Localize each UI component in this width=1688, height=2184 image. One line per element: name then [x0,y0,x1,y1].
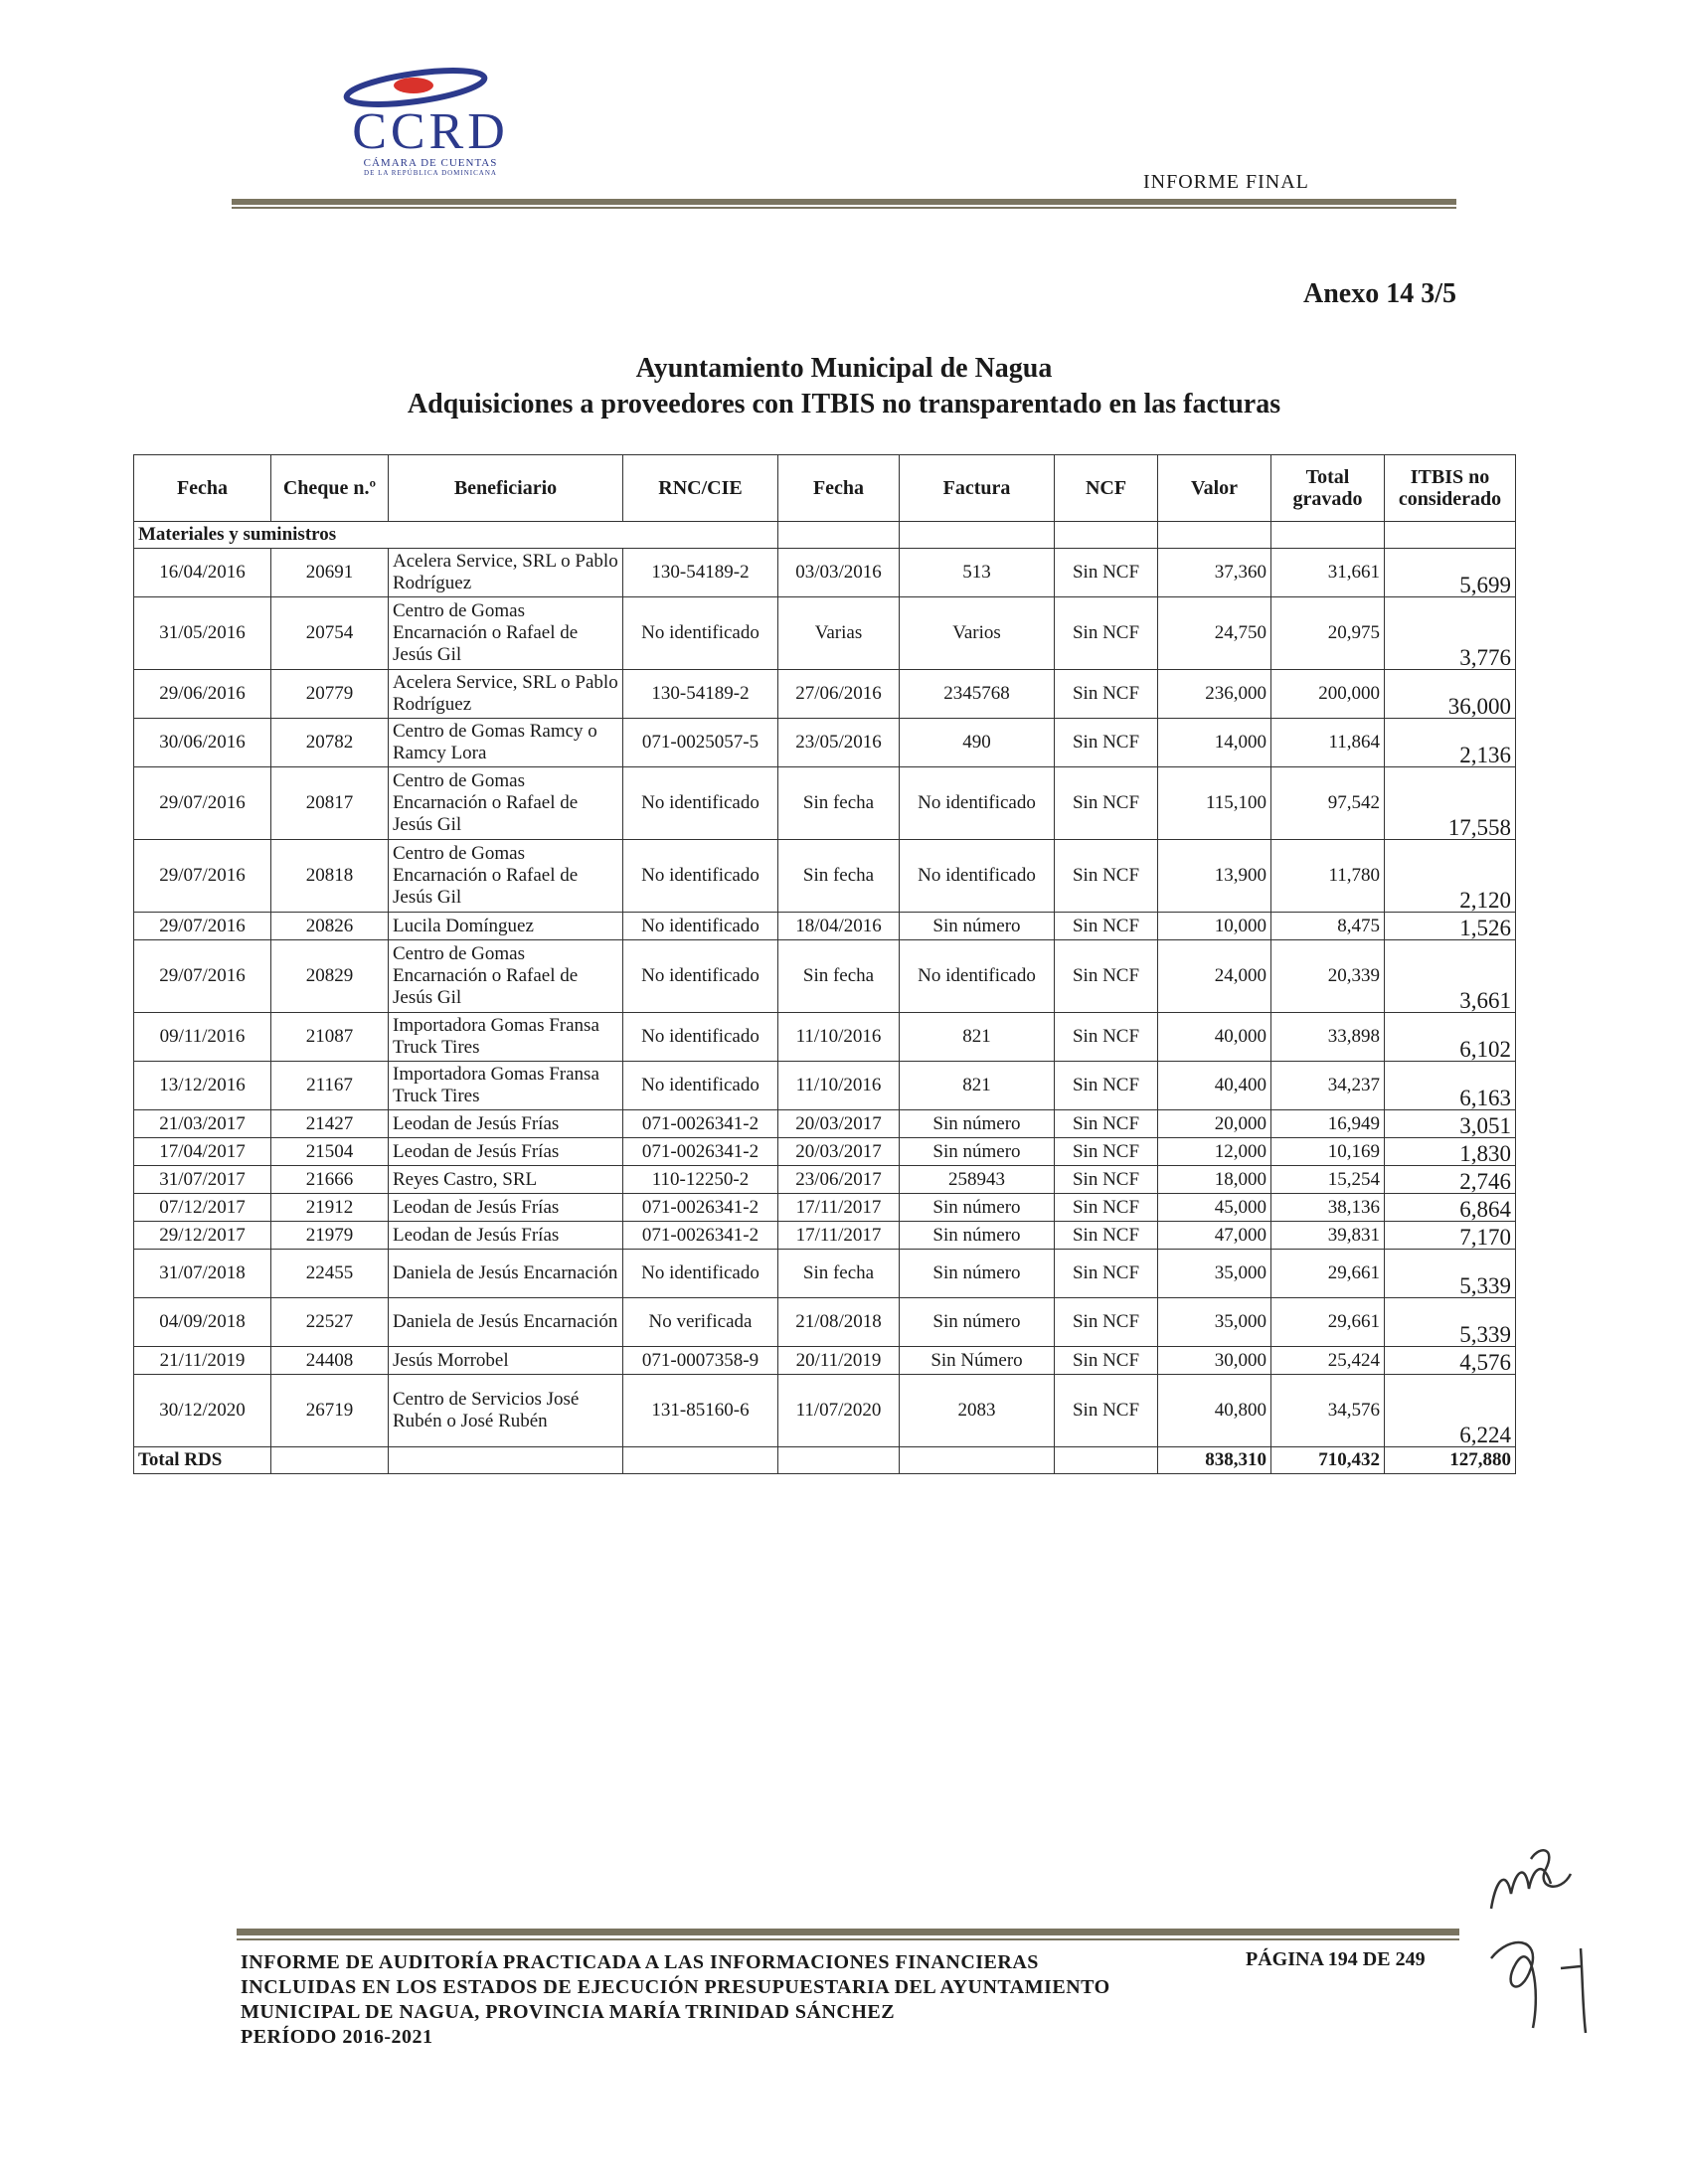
row-fecha: 29/07/2016 [134,913,271,940]
row-fecha-factura: 11/10/2016 [778,1013,900,1062]
row-cheque: 21666 [271,1166,389,1194]
row-rnc: No identificado [623,913,778,940]
row-cheque: 20782 [271,719,389,767]
row-valor: 14,000 [1158,719,1271,767]
total-valor: 838,310 [1158,1447,1271,1474]
row-itbis: 6,102 [1385,1013,1516,1062]
category-label: Materiales y suministros [134,522,623,549]
row-valor: 18,000 [1158,1166,1271,1194]
row-factura: Sin Número [900,1347,1055,1375]
row-beneficiario: Centro de Gomas Encarnación o Rafael de Jesús Gil [389,597,623,670]
row-cheque: 26719 [271,1375,389,1447]
row-ncf: Sin NCF [1055,597,1158,670]
row-gravado: 25,424 [1271,1347,1385,1375]
row-factura: Varios [900,597,1055,670]
col-header: NCF [1055,455,1158,522]
row-beneficiario: Centro de Gomas Ramcy o Ramcy Lora [389,719,623,767]
footer-line: MUNICIPAL DE NAGUA, PROVINCIA MARÍA TRINIDAD SÁNCHEZ [241,2001,896,2023]
col-header: Fecha [778,455,900,522]
col-header: Fecha [134,455,271,522]
logo-subtitle: CÁMARA DE CUENTAS [363,157,498,169]
row-itbis: 5,699 [1385,549,1516,597]
row-gravado: 8,475 [1271,913,1385,940]
row-fecha-factura: Sin fecha [778,940,900,1013]
row-gravado: 38,136 [1271,1194,1385,1222]
row-fecha: 29/07/2016 [134,940,271,1013]
row-fecha: 29/12/2017 [134,1222,271,1250]
table-row [134,1110,1516,1138]
row-beneficiario: Centro de Gomas Encarnación o Rafael de Jesús Gil [389,940,623,1013]
row-gravado: 20,975 [1271,597,1385,670]
row-beneficiario: Centro de Gomas Encarnación o Rafael de Jesús Gil [389,767,623,840]
row-fecha-factura: 11/10/2016 [778,1062,900,1110]
row-gravado: 16,949 [1271,1110,1385,1138]
row-fecha: 04/09/2018 [134,1298,271,1347]
row-ncf: Sin NCF [1055,913,1158,940]
row-fecha: 29/07/2016 [134,840,271,913]
row-ncf: Sin NCF [1055,1138,1158,1166]
row-cheque: 21979 [271,1222,389,1250]
col-header: Total gravado [1271,455,1385,522]
row-beneficiario: Acelera Service, SRL o Pablo Rodríguez [389,670,623,719]
row-gravado: 20,339 [1271,940,1385,1013]
col-header: Factura [900,455,1055,522]
row-cheque: 21504 [271,1138,389,1166]
row-rnc: 071-0026341-2 [623,1110,778,1138]
row-beneficiario: Lucila Domínguez [389,913,623,940]
page-subtitle: Adquisiciones a proveedores con ITBIS no transparentado en las facturas [407,389,1281,420]
row-factura: Sin número [900,913,1055,940]
row-itbis: 1,526 [1385,913,1516,940]
footer-rule-thin [237,1938,1459,1940]
logo-word: CCRD [352,103,509,160]
row-ncf: Sin NCF [1055,1013,1158,1062]
row-factura: 513 [900,549,1055,597]
table-row [134,597,1516,670]
row-rnc: 071-0026341-2 [623,1222,778,1250]
table-row [134,940,1516,1013]
row-ncf: Sin NCF [1055,1250,1158,1298]
row-rnc: 131-85160-6 [623,1375,778,1447]
row-valor: 20,000 [1158,1110,1271,1138]
row-itbis: 1,830 [1385,1138,1516,1166]
row-beneficiario: Leodan de Jesús Frías [389,1222,623,1250]
row-valor: 13,900 [1158,840,1271,913]
row-valor: 30,000 [1158,1347,1271,1375]
row-gravado: 34,237 [1271,1062,1385,1110]
row-rnc: 130-54189-2 [623,670,778,719]
row-fecha-factura: 21/08/2018 [778,1298,900,1347]
row-valor: 24,750 [1158,597,1271,670]
row-itbis: 6,163 [1385,1062,1516,1110]
row-fecha-factura: 11/07/2020 [778,1375,900,1447]
row-itbis: 2,746 [1385,1166,1516,1194]
row-rnc: No identificado [623,767,778,840]
table-row [134,1222,1516,1250]
row-beneficiario: Leodan de Jesús Frías [389,1138,623,1166]
total-row [134,1447,1516,1474]
table-row [134,1013,1516,1062]
row-beneficiario: Leodan de Jesús Frías [389,1194,623,1222]
table-row [134,1166,1516,1194]
row-fecha-factura: 20/03/2017 [778,1138,900,1166]
row-rnc: No identificado [623,1062,778,1110]
footer-line: INCLUIDAS EN LOS ESTADOS DE EJECUCIÓN PRESUPUESTARIA DEL AYUNTAMIENTO [241,1976,1110,1998]
row-factura: Sin número [900,1298,1055,1347]
page-number: PÁGINA 194 DE 249 [1246,1948,1426,1970]
row-beneficiario: Importadora Gomas Fransa Truck Tires [389,1062,623,1110]
row-ncf: Sin NCF [1055,940,1158,1013]
table-row [134,913,1516,940]
total-gravado: 710,432 [1271,1447,1385,1474]
row-rnc: 071-0025057-5 [623,719,778,767]
row-valor: 45,000 [1158,1194,1271,1222]
row-cheque: 21912 [271,1194,389,1222]
row-beneficiario: Leodan de Jesús Frías [389,1110,623,1138]
row-factura: Sin número [900,1194,1055,1222]
row-fecha-factura: Sin fecha [778,840,900,913]
table-row [134,670,1516,719]
row-ncf: Sin NCF [1055,840,1158,913]
ccrd-logo [316,62,545,177]
row-beneficiario: Importadora Gomas Fransa Truck Tires [389,1013,623,1062]
table-row [134,1194,1516,1222]
row-fecha: 30/06/2016 [134,719,271,767]
row-cheque: 21087 [271,1013,389,1062]
table-row [134,1298,1516,1347]
row-gravado: 34,576 [1271,1375,1385,1447]
col-header: RNC/CIE [623,455,778,522]
row-valor: 236,000 [1158,670,1271,719]
row-fecha: 31/05/2016 [134,597,271,670]
row-fecha: 21/11/2019 [134,1347,271,1375]
row-valor: 35,000 [1158,1250,1271,1298]
row-cheque: 22527 [271,1298,389,1347]
annex-label: Anexo 14 3/5 [1303,278,1456,309]
row-fecha-factura: 18/04/2016 [778,913,900,940]
table-row [134,1347,1516,1375]
table-row [134,840,1516,913]
row-itbis: 3,776 [1385,597,1516,670]
table-row [134,549,1516,597]
row-fecha-factura: 23/05/2016 [778,719,900,767]
row-fecha: 13/12/2016 [134,1062,271,1110]
category-row [134,522,1516,549]
row-rnc: 071-0007358-9 [623,1347,778,1375]
acquisitions-table [133,454,1516,1474]
row-cheque: 24408 [271,1347,389,1375]
total-itbis: 127,880 [1385,1447,1516,1474]
row-factura: 821 [900,1013,1055,1062]
row-factura: Sin número [900,1222,1055,1250]
row-factura: No identificado [900,767,1055,840]
row-gravado: 31,661 [1271,549,1385,597]
row-factura: Sin número [900,1138,1055,1166]
footer-text [241,1950,1235,2050]
row-ncf: Sin NCF [1055,1347,1158,1375]
row-fecha: 09/11/2016 [134,1013,271,1062]
col-header: Valor [1158,455,1271,522]
row-beneficiario: Centro de Servicios José Rubén o José Rubén [389,1375,623,1447]
row-gravado: 15,254 [1271,1166,1385,1194]
row-beneficiario: Centro de Gomas Encarnación o Rafael de Jesús Gil [389,840,623,913]
row-factura: 821 [900,1062,1055,1110]
row-fecha-factura: 20/03/2017 [778,1110,900,1138]
row-valor: 47,000 [1158,1222,1271,1250]
row-itbis: 5,339 [1385,1298,1516,1347]
row-valor: 115,100 [1158,767,1271,840]
header-rule [232,199,1456,205]
row-fecha: 30/12/2020 [134,1375,271,1447]
row-fecha: 21/03/2017 [134,1110,271,1138]
row-rnc: No identificado [623,597,778,670]
row-gravado: 29,661 [1271,1298,1385,1347]
row-ncf: Sin NCF [1055,1375,1158,1447]
row-rnc: 071-0026341-2 [623,1138,778,1166]
header-label: INFORME FINAL [1143,171,1309,193]
row-ncf: Sin NCF [1055,670,1158,719]
row-factura: No identificado [900,940,1055,1013]
table-row [134,1062,1516,1110]
row-cheque: 20779 [271,670,389,719]
row-rnc: 130-54189-2 [623,549,778,597]
row-fecha-factura: 03/03/2016 [778,549,900,597]
row-cheque: 21167 [271,1062,389,1110]
row-beneficiario: Daniela de Jesús Encarnación [389,1250,623,1298]
row-valor: 37,360 [1158,549,1271,597]
row-ncf: Sin NCF [1055,1298,1158,1347]
row-ncf: Sin NCF [1055,1166,1158,1194]
row-fecha-factura: Sin fecha [778,767,900,840]
row-fecha: 17/04/2017 [134,1138,271,1166]
row-valor: 24,000 [1158,940,1271,1013]
row-itbis: 2,136 [1385,719,1516,767]
header-rule-thin [232,207,1456,209]
row-rnc: 071-0026341-2 [623,1194,778,1222]
row-itbis: 3,661 [1385,940,1516,1013]
row-cheque: 20754 [271,597,389,670]
row-cheque: 20818 [271,840,389,913]
row-factura: 258943 [900,1166,1055,1194]
row-ncf: Sin NCF [1055,1222,1158,1250]
row-gravado: 97,542 [1271,767,1385,840]
col-header: Beneficiario [389,455,623,522]
row-itbis: 2,120 [1385,840,1516,913]
row-gravado: 10,169 [1271,1138,1385,1166]
row-valor: 10,000 [1158,913,1271,940]
row-itbis: 36,000 [1385,670,1516,719]
row-fecha: 16/04/2016 [134,549,271,597]
table-row [134,1375,1516,1447]
row-fecha-factura: Sin fecha [778,1250,900,1298]
row-itbis: 6,224 [1385,1375,1516,1447]
row-rnc: 110-12250-2 [623,1166,778,1194]
row-fecha-factura: Varias [778,597,900,670]
footer-line: PERÍODO 2016-2021 [241,2026,433,2048]
row-rnc: No identificado [623,1250,778,1298]
row-cheque: 20826 [271,913,389,940]
row-rnc: No verificada [623,1298,778,1347]
row-cheque: 21427 [271,1110,389,1138]
footer-line: INFORME DE AUDITORÍA PRACTICADA A LAS INFORMACIONES FINANCIERAS [241,1951,1039,1973]
table-row [134,1250,1516,1298]
row-factura: Sin número [900,1250,1055,1298]
row-factura: Sin número [900,1110,1055,1138]
row-fecha: 31/07/2018 [134,1250,271,1298]
row-itbis: 5,339 [1385,1250,1516,1298]
row-valor: 40,400 [1158,1062,1271,1110]
handwritten-signature-icon [1471,1839,1620,2038]
row-ncf: Sin NCF [1055,1194,1158,1222]
row-factura: No identificado [900,840,1055,913]
row-cheque: 22455 [271,1250,389,1298]
row-fecha: 31/07/2017 [134,1166,271,1194]
row-gravado: 39,831 [1271,1222,1385,1250]
row-itbis: 17,558 [1385,767,1516,840]
row-beneficiario: Acelera Service, SRL o Pablo Rodríguez [389,549,623,597]
row-factura: 490 [900,719,1055,767]
total-label: Total RDS [134,1447,271,1474]
col-header: Cheque n.º [271,455,389,522]
row-beneficiario: Reyes Castro, SRL [389,1166,623,1194]
row-valor: 35,000 [1158,1298,1271,1347]
table-row [134,767,1516,840]
page-title: Ayuntamiento Municipal de Nagua [635,353,1053,384]
row-beneficiario: Jesús Morrobel [389,1347,623,1375]
row-itbis: 7,170 [1385,1222,1516,1250]
row-itbis: 4,576 [1385,1347,1516,1375]
row-itbis: 3,051 [1385,1110,1516,1138]
row-ncf: Sin NCF [1055,549,1158,597]
footer-rule [237,1929,1459,1935]
row-itbis: 6,864 [1385,1194,1516,1222]
row-fecha-factura: 23/06/2017 [778,1166,900,1194]
table-header-row [134,455,1516,522]
logo-subtitle-2: DE LA REPÚBLICA DOMINICANA [364,169,497,177]
row-factura: 2083 [900,1375,1055,1447]
table-row [134,1138,1516,1166]
row-gravado: 29,661 [1271,1250,1385,1298]
row-gravado: 11,780 [1271,840,1385,913]
row-cheque: 20691 [271,549,389,597]
row-gravado: 33,898 [1271,1013,1385,1062]
row-ncf: Sin NCF [1055,767,1158,840]
row-beneficiario: Daniela de Jesús Encarnación [389,1298,623,1347]
row-cheque: 20829 [271,940,389,1013]
row-fecha: 29/06/2016 [134,670,271,719]
row-fecha-factura: 27/06/2016 [778,670,900,719]
row-rnc: No identificado [623,1013,778,1062]
row-valor: 12,000 [1158,1138,1271,1166]
row-gravado: 200,000 [1271,670,1385,719]
row-valor: 40,000 [1158,1013,1271,1062]
row-fecha: 29/07/2016 [134,767,271,840]
col-header: ITBIS no considerado [1385,455,1516,522]
row-factura: 2345768 [900,670,1055,719]
row-rnc: No identificado [623,840,778,913]
row-rnc: No identificado [623,940,778,1013]
row-valor: 40,800 [1158,1375,1271,1447]
row-fecha: 07/12/2017 [134,1194,271,1222]
row-ncf: Sin NCF [1055,1110,1158,1138]
row-cheque: 20817 [271,767,389,840]
row-ncf: Sin NCF [1055,719,1158,767]
table-row [134,719,1516,767]
row-fecha-factura: 20/11/2019 [778,1347,900,1375]
row-gravado: 11,864 [1271,719,1385,767]
row-fecha-factura: 17/11/2017 [778,1222,900,1250]
row-ncf: Sin NCF [1055,1062,1158,1110]
row-fecha-factura: 17/11/2017 [778,1194,900,1222]
